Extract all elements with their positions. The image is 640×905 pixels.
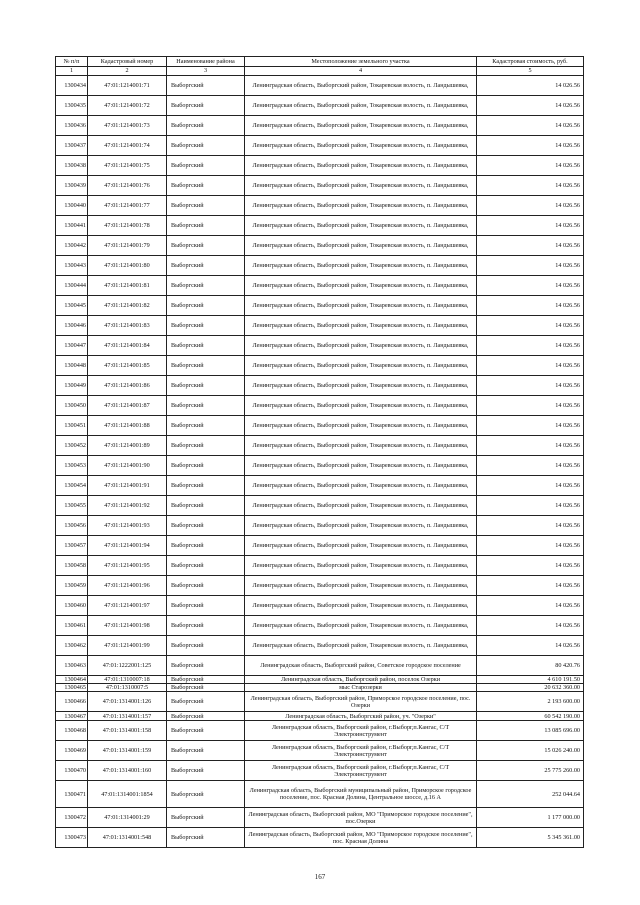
table-row (56, 496, 584, 516)
table-row (56, 356, 584, 376)
row-number: 1300434 (56, 76, 88, 96)
land-plot-location: Ленинградская область, Выборгский район, Токаревская волость, п. Ландышевка, (245, 276, 477, 296)
cadastral-value: 14 026.56 (477, 196, 584, 216)
cadastral-number: 47:01:1214001:94 (88, 536, 167, 556)
district-name: Выборгский (167, 684, 245, 692)
cadastral-value: 14 026.56 (477, 456, 584, 476)
table-row (56, 296, 584, 316)
table-row (56, 396, 584, 416)
table-row (56, 316, 584, 336)
row-number: 1300469 (56, 741, 88, 761)
cadastral-number: 47:01:1214001:79 (88, 236, 167, 256)
table-row (56, 136, 584, 156)
district-name: Выборгский (167, 96, 245, 116)
district-name: Выборгский (167, 496, 245, 516)
district-name: Выборгский (167, 476, 245, 496)
cadastral-number: 47:01:1314001:548 (88, 828, 167, 848)
row-number: 1300466 (56, 692, 88, 712)
land-plot-location: Ленинградская область, Выборгский район, Токаревская волость, п. Ландышевка, (245, 316, 477, 336)
cadastral-number: 47:01:1214001:87 (88, 396, 167, 416)
row-number: 1300458 (56, 556, 88, 576)
district-name: Выборгский (167, 196, 245, 216)
table-row (56, 236, 584, 256)
cadastral-number: 47:01:1214001:89 (88, 436, 167, 456)
row-number: 1300440 (56, 196, 88, 216)
cadastral-number: 47:01:1214001:86 (88, 376, 167, 396)
cadastral-number: 47:01:1214001:74 (88, 136, 167, 156)
header-cadastral-value: Кадастровая стоимость, руб. (477, 57, 584, 67)
row-number: 1300454 (56, 476, 88, 496)
row-number: 1300459 (56, 576, 88, 596)
cadastral-number: 47:01:1310007:5 (88, 684, 167, 692)
row-number: 1300473 (56, 828, 88, 848)
table-row (56, 556, 584, 576)
table-row (56, 456, 584, 476)
cadastral-number: 47:01:1214001:93 (88, 516, 167, 536)
cadastral-number: 47:01:1222001:125 (88, 656, 167, 676)
cadastral-value: 80 420.76 (477, 656, 584, 676)
column-number-row (56, 67, 584, 76)
row-number: 1300441 (56, 216, 88, 236)
row-number: 1300464 (56, 676, 88, 684)
table-row (56, 676, 584, 684)
cadastral-number: 47:01:1214001:76 (88, 176, 167, 196)
cadastral-number: 47:01:1214001:81 (88, 276, 167, 296)
land-plot-location: Ленинградская область, Выборгский район, Приморское городское поселение, пос. Озерки (245, 692, 477, 712)
row-number: 1300438 (56, 156, 88, 176)
table-row (56, 781, 584, 808)
cadastral-value: 14 026.56 (477, 156, 584, 176)
land-plot-location: Ленинградская область, Выборгский район, МО "Приморское городское поселение", пос.Озерки (245, 808, 477, 828)
cadastral-number: 47:01:1214001:72 (88, 96, 167, 116)
cadastral-value: 14 026.56 (477, 136, 584, 156)
district-name: Выборгский (167, 761, 245, 781)
district-name: Выборгский (167, 356, 245, 376)
cadastral-value: 14 026.56 (477, 96, 584, 116)
cadastral-value: 14 026.56 (477, 436, 584, 456)
land-plot-location: Ленинградская область, Выборгский район, Токаревская волость, п. Ландышевка, (245, 616, 477, 636)
column-number: 3 (167, 67, 245, 76)
table-row (56, 692, 584, 712)
cadastral-value: 14 026.56 (477, 576, 584, 596)
document-page (55, 56, 583, 848)
land-plot-location: Ленинградская область, Выборгский район, Токаревская волость, п. Ландышевка, (245, 576, 477, 596)
cadastral-value: 5 345 361.00 (477, 828, 584, 848)
land-plot-location: Ленинградская область, Выборгский район, Токаревская волость, п. Ландышевка, (245, 436, 477, 456)
row-number: 1300465 (56, 684, 88, 692)
district-name: Выборгский (167, 556, 245, 576)
table-row (56, 116, 584, 136)
cadastral-number: 47:01:1314001:160 (88, 761, 167, 781)
table-row (56, 576, 584, 596)
row-number: 1300446 (56, 316, 88, 336)
district-name: Выборгский (167, 76, 245, 96)
table-row (56, 256, 584, 276)
district-name: Выборгский (167, 136, 245, 156)
cadastral-number: 47:01:1314001:158 (88, 721, 167, 741)
table-row (56, 656, 584, 676)
header-cadastral-number: Кадастровый номер (88, 57, 167, 67)
cadastral-number: 47:01:1214001:78 (88, 216, 167, 236)
district-name: Выборгский (167, 656, 245, 676)
cadastral-value: 14 026.56 (477, 376, 584, 396)
table-row (56, 828, 584, 848)
cadastral-value: 14 026.56 (477, 236, 584, 256)
district-name: Выборгский (167, 536, 245, 556)
table-row (56, 436, 584, 456)
cadastral-value: 14 026.56 (477, 616, 584, 636)
cadastral-value: 14 026.56 (477, 636, 584, 656)
row-number: 1300447 (56, 336, 88, 356)
table-row (56, 96, 584, 116)
district-name: Выборгский (167, 636, 245, 656)
table-header-row (56, 57, 584, 67)
land-plot-location: Ленинградская область, Выборгский район, Токаревская волость, п. Ландышевка, (245, 196, 477, 216)
cadastral-number: 47:01:1314001:1854 (88, 781, 167, 808)
cadastral-value: 14 026.56 (477, 416, 584, 436)
land-plot-location: Ленинградская область, Выборгский район, Токаревская волость, п. Ландышевка, (245, 236, 477, 256)
district-name: Выборгский (167, 721, 245, 741)
row-number: 1300436 (56, 116, 88, 136)
row-number: 1300442 (56, 236, 88, 256)
cadastral-value: 1 177 000.00 (477, 808, 584, 828)
cadastral-number: 47:01:1310007:18 (88, 676, 167, 684)
district-name: Выборгский (167, 336, 245, 356)
cadastral-number: 47:01:1214001:77 (88, 196, 167, 216)
land-plot-location: Ленинградская область, Выборгский район, Токаревская волость, п. Ландышевка, (245, 556, 477, 576)
row-number: 1300448 (56, 356, 88, 376)
district-name: Выборгский (167, 116, 245, 136)
table-row (56, 476, 584, 496)
district-name: Выборгский (167, 316, 245, 336)
table-row (56, 712, 584, 721)
cadastral-number: 47:01:1214001:88 (88, 416, 167, 436)
district-name: Выборгский (167, 236, 245, 256)
land-plot-location: Ленинградская область, Выборгский район, Токаревская волость, п. Ландышевка, (245, 336, 477, 356)
table-row (56, 76, 584, 96)
row-number: 1300472 (56, 808, 88, 828)
row-number: 1300451 (56, 416, 88, 436)
land-plot-location: мыс Старозерки (245, 684, 477, 692)
table-row (56, 176, 584, 196)
land-plot-location: Ленинградская область, Выборгский район, Токаревская волость, п. Ландышевка, (245, 356, 477, 376)
row-number: 1300437 (56, 136, 88, 156)
column-number: 2 (88, 67, 167, 76)
table-row (56, 216, 584, 236)
table-row (56, 741, 584, 761)
row-number: 1300457 (56, 536, 88, 556)
district-name: Выборгский (167, 616, 245, 636)
header-district: Наименование района (167, 57, 245, 67)
cadastral-number: 47:01:1214001:96 (88, 576, 167, 596)
district-name: Выборгский (167, 296, 245, 316)
table-row (56, 616, 584, 636)
row-number: 1300443 (56, 256, 88, 276)
land-plot-location: Ленинградская область, Выборгский район, Токаревская волость, п. Ландышевка, (245, 636, 477, 656)
row-number: 1300468 (56, 721, 88, 741)
land-plot-location: Ленинградская область, Выборгский муниципальный район, Приморское городское поселение, пос. Красная Долина, Центральное шоссе, д.16 А (245, 781, 477, 808)
table-row (56, 761, 584, 781)
cadastral-value: 14 026.56 (477, 276, 584, 296)
cadastral-number: 47:01:1314001:157 (88, 712, 167, 721)
cadastral-number: 47:01:1214001:90 (88, 456, 167, 476)
land-plot-location: Ленинградская область, Выборгский район, Советское городское поселение (245, 656, 477, 676)
cadastral-number: 47:01:1314001:126 (88, 692, 167, 712)
table-row (56, 516, 584, 536)
cadastral-number: 47:01:1214001:99 (88, 636, 167, 656)
cadastral-value: 14 026.56 (477, 76, 584, 96)
land-plot-location: Ленинградская область, Выборгский район, Токаревская волость, п. Ландышевка, (245, 456, 477, 476)
cadastral-value: 13 085 696.00 (477, 721, 584, 741)
land-plot-location: Ленинградская область, Выборгский район, г.Выборг,п.Кангас, С/Т Электроинструмент (245, 761, 477, 781)
land-plot-location: Ленинградская область, Выборгский район, Токаревская волость, п. Ландышевка, (245, 416, 477, 436)
land-plot-location: Ленинградская область, Выборгский район, Токаревская волость, п. Ландышевка, (245, 136, 477, 156)
column-number: 1 (56, 67, 88, 76)
cadastral-number: 47:01:1214001:92 (88, 496, 167, 516)
district-name: Выборгский (167, 156, 245, 176)
cadastral-value: 2 193 600.00 (477, 692, 584, 712)
table-body (56, 76, 584, 848)
land-plot-location: Ленинградская область, Выборгский район, МО "Приморское городское поселение", пос. Красная Долина (245, 828, 477, 848)
cadastral-value: 14 026.56 (477, 316, 584, 336)
row-number: 1300455 (56, 496, 88, 516)
table-row (56, 276, 584, 296)
district-name: Выборгский (167, 576, 245, 596)
cadastral-value: 14 026.56 (477, 216, 584, 236)
cadastral-number: 47:01:1214001:83 (88, 316, 167, 336)
table-row (56, 196, 584, 216)
row-number: 1300444 (56, 276, 88, 296)
row-number: 1300435 (56, 96, 88, 116)
district-name: Выборгский (167, 781, 245, 808)
land-plot-location: Ленинградская область, Выборгский район, Токаревская волость, п. Ландышевка, (245, 96, 477, 116)
land-plot-location: Ленинградская область, Выборгский район, г.Выборг,п.Кангас, С/Т Электроинструмент (245, 721, 477, 741)
land-plot-location: Ленинградская область, Выборгский район, Токаревская волость, п. Ландышевка, (245, 476, 477, 496)
cadastral-value: 60 542 190.00 (477, 712, 584, 721)
column-number: 5 (477, 67, 584, 76)
land-plot-location: Ленинградская область, Выборгский район, уч. "Озерки" (245, 712, 477, 721)
header-number: № п/п (56, 57, 88, 67)
cadastral-value: 14 026.56 (477, 496, 584, 516)
page-number: 167 (314, 873, 326, 881)
land-plot-location: Ленинградская область, Выборгский район, Токаревская волость, п. Ландышевка, (245, 296, 477, 316)
cadastral-number: 47:01:1314001:159 (88, 741, 167, 761)
land-plot-location: Ленинградская область, Выборгский район, Токаревская волость, п. Ландышевка, (245, 156, 477, 176)
row-number: 1300471 (56, 781, 88, 808)
cadastral-value: 14 026.56 (477, 596, 584, 616)
table-row (56, 721, 584, 741)
land-plot-location: Ленинградская область, Выборгский район, Токаревская волость, п. Ландышевка, (245, 516, 477, 536)
cadastral-number: 47:01:1314001:29 (88, 808, 167, 828)
district-name: Выборгский (167, 596, 245, 616)
district-name: Выборгский (167, 256, 245, 276)
land-plot-location: Ленинградская область, Выборгский район, Токаревская волость, п. Ландышевка, (245, 496, 477, 516)
cadastral-value: 252 044.64 (477, 781, 584, 808)
cadastral-value: 25 775 260.00 (477, 761, 584, 781)
land-plot-location: Ленинградская область, Выборгский район, Токаревская волость, п. Ландышевка, (245, 536, 477, 556)
cadastral-value: 14 026.56 (477, 516, 584, 536)
row-number: 1300461 (56, 616, 88, 636)
row-number: 1300463 (56, 656, 88, 676)
cadastral-number: 47:01:1214001:82 (88, 296, 167, 316)
row-number: 1300462 (56, 636, 88, 656)
land-plot-location: Ленинградская область, Выборгский район, Токаревская волость, п. Ландышевка, (245, 396, 477, 416)
district-name: Выборгский (167, 808, 245, 828)
row-number: 1300470 (56, 761, 88, 781)
district-name: Выборгский (167, 828, 245, 848)
cadastral-value: 14 026.56 (477, 116, 584, 136)
row-number: 1300467 (56, 712, 88, 721)
cadastral-number: 47:01:1214001:84 (88, 336, 167, 356)
cadastral-value: 14 026.56 (477, 356, 584, 376)
table-row (56, 808, 584, 828)
land-plot-location: Ленинградская область, Выборгский район, поселок Озерки (245, 676, 477, 684)
cadastral-value: 14 026.56 (477, 176, 584, 196)
district-name: Выборгский (167, 436, 245, 456)
header-location: Местоположение земельного участка (245, 57, 477, 67)
district-name: Выборгский (167, 692, 245, 712)
district-name: Выборгский (167, 276, 245, 296)
cadastral-value: 14 026.56 (477, 536, 584, 556)
cadastral-number: 47:01:1214001:95 (88, 556, 167, 576)
cadastral-number: 47:01:1214001:91 (88, 476, 167, 496)
cadastral-number: 47:01:1214001:98 (88, 616, 167, 636)
cadastral-value-table (55, 56, 584, 848)
cadastral-value: 14 026.56 (477, 476, 584, 496)
land-plot-location: Ленинградская область, Выборгский район, Токаревская волость, п. Ландышевка, (245, 176, 477, 196)
district-name: Выборгский (167, 416, 245, 436)
cadastral-number: 47:01:1214001:73 (88, 116, 167, 136)
district-name: Выборгский (167, 741, 245, 761)
cadastral-value: 14 026.56 (477, 556, 584, 576)
cadastral-value: 4 610 191.50 (477, 676, 584, 684)
cadastral-value: 14 026.56 (477, 396, 584, 416)
cadastral-number: 47:01:1214001:71 (88, 76, 167, 96)
land-plot-location: Ленинградская область, Выборгский район, Токаревская волость, п. Ландышевка, (245, 76, 477, 96)
land-plot-location: Ленинградская область, Выборгский район, Токаревская волость, п. Ландышевка, (245, 216, 477, 236)
cadastral-value: 14 026.56 (477, 296, 584, 316)
cadastral-value: 15 026 240.00 (477, 741, 584, 761)
district-name: Выборгский (167, 176, 245, 196)
district-name: Выборгский (167, 516, 245, 536)
row-number: 1300453 (56, 456, 88, 476)
cadastral-value: 14 026.56 (477, 336, 584, 356)
district-name: Выборгский (167, 396, 245, 416)
row-number: 1300439 (56, 176, 88, 196)
row-number: 1300445 (56, 296, 88, 316)
table-row (56, 596, 584, 616)
district-name: Выборгский (167, 676, 245, 684)
row-number: 1300460 (56, 596, 88, 616)
table-row (56, 636, 584, 656)
table-row (56, 416, 584, 436)
table-row (56, 156, 584, 176)
land-plot-location: Ленинградская область, Выборгский район, Токаревская волость, п. Ландышевка, (245, 116, 477, 136)
land-plot-location: Ленинградская область, Выборгский район, г.Выборг,п.Кангас, С/Т Электроинструмент (245, 741, 477, 761)
cadastral-number: 47:01:1214001:80 (88, 256, 167, 276)
cadastral-value: 20 632 360.00 (477, 684, 584, 692)
district-name: Выборгский (167, 456, 245, 476)
table-row (56, 536, 584, 556)
table-row (56, 376, 584, 396)
land-plot-location: Ленинградская область, Выборгский район, Токаревская волость, п. Ландышевка, (245, 596, 477, 616)
table-row (56, 684, 584, 692)
cadastral-value: 14 026.56 (477, 256, 584, 276)
district-name: Выборгский (167, 376, 245, 396)
row-number: 1300450 (56, 396, 88, 416)
cadastral-number: 47:01:1214001:97 (88, 596, 167, 616)
land-plot-location: Ленинградская область, Выборгский район, Токаревская волость, п. Ландышевка, (245, 256, 477, 276)
land-plot-location: Ленинградская область, Выборгский район, Токаревская волость, п. Ландышевка, (245, 376, 477, 396)
row-number: 1300449 (56, 376, 88, 396)
row-number: 1300456 (56, 516, 88, 536)
cadastral-number: 47:01:1214001:75 (88, 156, 167, 176)
column-number: 4 (245, 67, 477, 76)
district-name: Выборгский (167, 216, 245, 236)
row-number: 1300452 (56, 436, 88, 456)
table-row (56, 336, 584, 356)
district-name: Выборгский (167, 712, 245, 721)
cadastral-number: 47:01:1214001:85 (88, 356, 167, 376)
